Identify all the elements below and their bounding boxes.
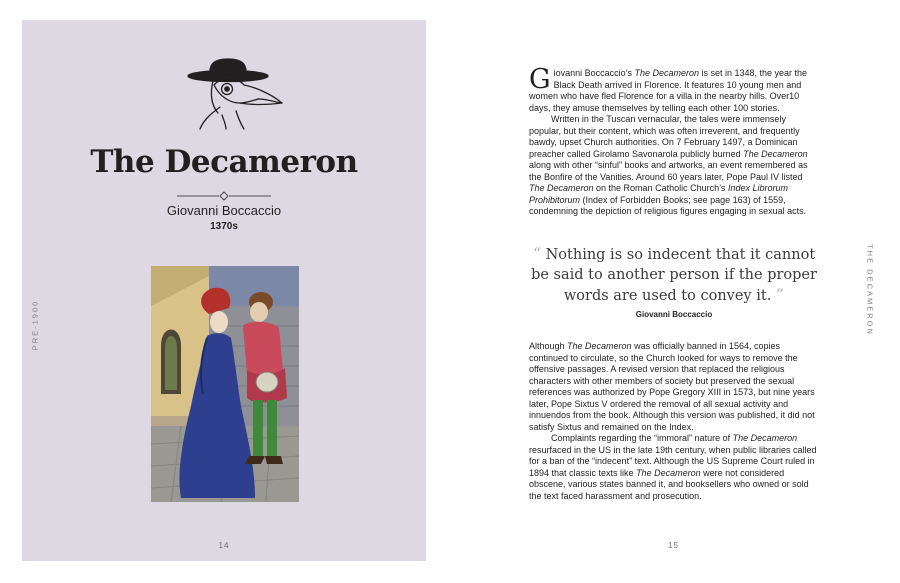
quote-attribution: Giovanni Boccaccio [635, 310, 713, 319]
right-page [450, 0, 900, 583]
main-text [529, 341, 819, 502]
text-run: was officially banned in 1564, copies continued to circulate, so the Church looked for ways to remove the offensive passages. A revised version that replaced the religious characters with other members of society but preserved the sexual references was authorized by Pope Gregory XIII in 1573, but nine years later, Pope Sixtus V ordered the removal of all sexual activity and innuendos from the book. Although this version was published, it did not satisfy Sixtus and remained on the Index. [529, 341, 815, 432]
section-label-text: PRE-1900 [30, 299, 40, 351]
quote-text: Nothing is so indecent that it cannot be said to another person if the proper words are used to convey it. [531, 247, 817, 304]
italic-title-text: The Decameron [732, 433, 798, 443]
body-paragraph-1 [529, 341, 819, 433]
italic-title-text: The Decameron [567, 341, 632, 351]
pull-quote [530, 244, 818, 306]
text-run: Written in the Tuscan vernacular, the tales were immensely popular, but their content, which was often irreverent, and frequently bawdy, upset Church authorities. On 7 February 1497, a Dominican preacher called Girolamo Savonarola publicly burned [529, 114, 800, 159]
quote-close-mark: ” [775, 285, 785, 304]
manuscript-illustration [151, 266, 299, 502]
body-paragraph-2 [529, 433, 819, 502]
drop-cap: G [529, 64, 551, 95]
text-run: resurfaced in the US in the late 19th century, when public libraries called for a ban of the “indecent” text. Although the US Supreme Court ruled in 1894 that classic texts like [529, 444, 817, 478]
text-run: along with other “sinful” books and artworks, an event remembered as the Bonfire of the Vanities. Around 60 years later, Pope Paul IV listed [529, 160, 808, 182]
text-run: were not considered obscene, various states banned it, and booksellers who owned or sold the text faced harassment and prosecution. [529, 467, 809, 501]
text-run: Complaints regarding the “immoral” nature of [551, 433, 733, 443]
plague-doctor-mask-icon [182, 57, 286, 131]
text-run: is set in 1348, the year the Black Death arrived in Florence. It features 10 young men and women who have fled Florence for a villa in the nearby hills. Over10 days, they amuse themselves by telling each other 100 stories. [529, 68, 808, 113]
text-run: (Index of Forbidden Books; see page 163) of 1559, condemning the depiction of religious figures engaging in sexual acts. [529, 194, 807, 216]
italic-title-text: The Decameron [636, 467, 701, 478]
text-run: on the Roman Catholic Church’s [593, 183, 728, 193]
italic-title-text: Index Librorum Prohibitorum [529, 183, 788, 205]
left-page [22, 20, 426, 561]
section-label-text: THE DECAMERON [865, 244, 875, 336]
italic-title-text: The Decameron [634, 68, 699, 78]
page-number-text: 15 [668, 541, 679, 550]
section-label-left [25, 295, 45, 355]
italic-title-text: The Decameron [743, 148, 808, 159]
intro-paragraph-1 [529, 64, 819, 114]
text-run: iovanni Boccaccio’s [553, 68, 635, 78]
section-label-right [860, 240, 880, 340]
page-number-left: 14 [218, 541, 230, 550]
title-divider [177, 188, 271, 198]
book-author: Giovanni Boccaccio [166, 203, 282, 218]
intro-paragraph-2 [529, 114, 819, 218]
page-title: The Decameron [90, 144, 358, 180]
book-date: 1370s [210, 221, 238, 232]
text-run: Although [529, 341, 568, 351]
intro-text [529, 64, 819, 218]
quote-open-mark: “ [532, 244, 541, 263]
italic-title-text: The Decameron [529, 183, 594, 193]
